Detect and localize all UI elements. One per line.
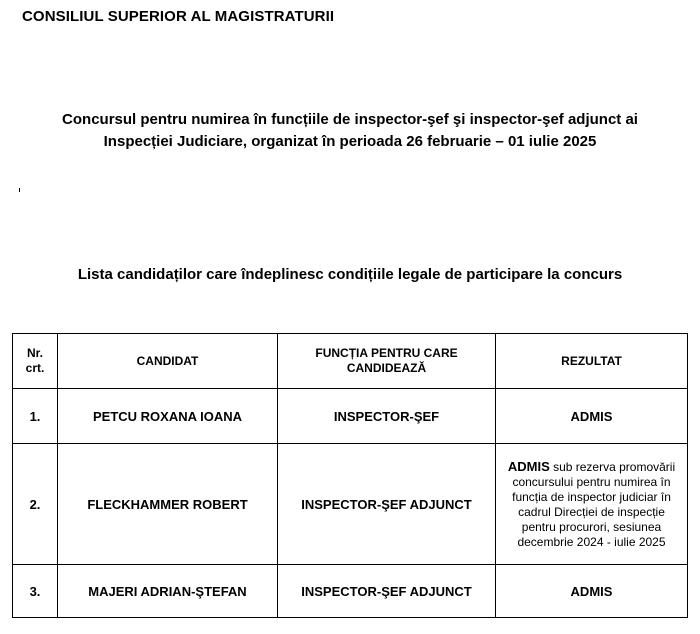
row-candidate: MAJERI ADRIAN-ŞTEFAN xyxy=(58,565,278,618)
row-nr: 2. xyxy=(13,444,58,565)
row-nr: 1. xyxy=(13,389,58,444)
table-row xyxy=(13,565,688,618)
row-result: ADMIS xyxy=(496,389,688,444)
result-status: ADMIS xyxy=(507,458,550,474)
row-candidate: PETCU ROXANA IOANA xyxy=(58,389,278,444)
table-row xyxy=(13,389,688,444)
scan-mark xyxy=(19,188,20,192)
header-candidate: CANDIDAT xyxy=(58,334,278,389)
header-function-line2: CANDIDEAZĂ xyxy=(346,361,427,375)
row-candidate: FLECKHAMMER ROBERT xyxy=(58,444,278,565)
document-title-line-1: Concursul pentru numirea în funcțiile de inspector-şef şi inspector-şef adjunct ai xyxy=(62,111,638,128)
list-subtitle: Lista candidaților care îndeplinesc condițiile legale de participare la concurs xyxy=(77,266,623,283)
table-header-row xyxy=(13,334,688,389)
row-result: ADMIS xyxy=(496,565,688,618)
header-nr-line2: crt. xyxy=(25,361,45,375)
header-nr-line1: Nr. xyxy=(26,346,43,360)
row-function: INSPECTOR-ŞEF xyxy=(278,389,496,444)
row-function: INSPECTOR-ŞEF ADJUNCT xyxy=(278,444,496,565)
row-nr: 3. xyxy=(13,565,58,618)
header-nr-crt xyxy=(13,334,58,389)
row-result xyxy=(496,444,688,565)
result-condition: sub rezerva promovării concursului pentru numirea în funcția de inspector judiciar în cadrul Direcției de inspecție pentru procurori, sesiunea decembrie 2024 - iulie 2025 xyxy=(512,459,676,549)
document-title xyxy=(0,109,700,153)
organization-name: CONSILIUL SUPERIOR AL MAGISTRATURII xyxy=(22,8,335,25)
header-result: REZULTAT xyxy=(496,334,688,389)
table-row xyxy=(13,444,688,565)
header-function-line1: FUNCȚIA PENTRU CARE xyxy=(315,346,458,360)
document-title-line-2: Inspecției Judiciare, organizat în perioada 26 februarie – 01 iulie 2025 xyxy=(103,133,597,150)
candidates-table xyxy=(12,333,688,618)
header-function xyxy=(278,334,496,389)
row-function: INSPECTOR-ŞEF ADJUNCT xyxy=(278,565,496,618)
